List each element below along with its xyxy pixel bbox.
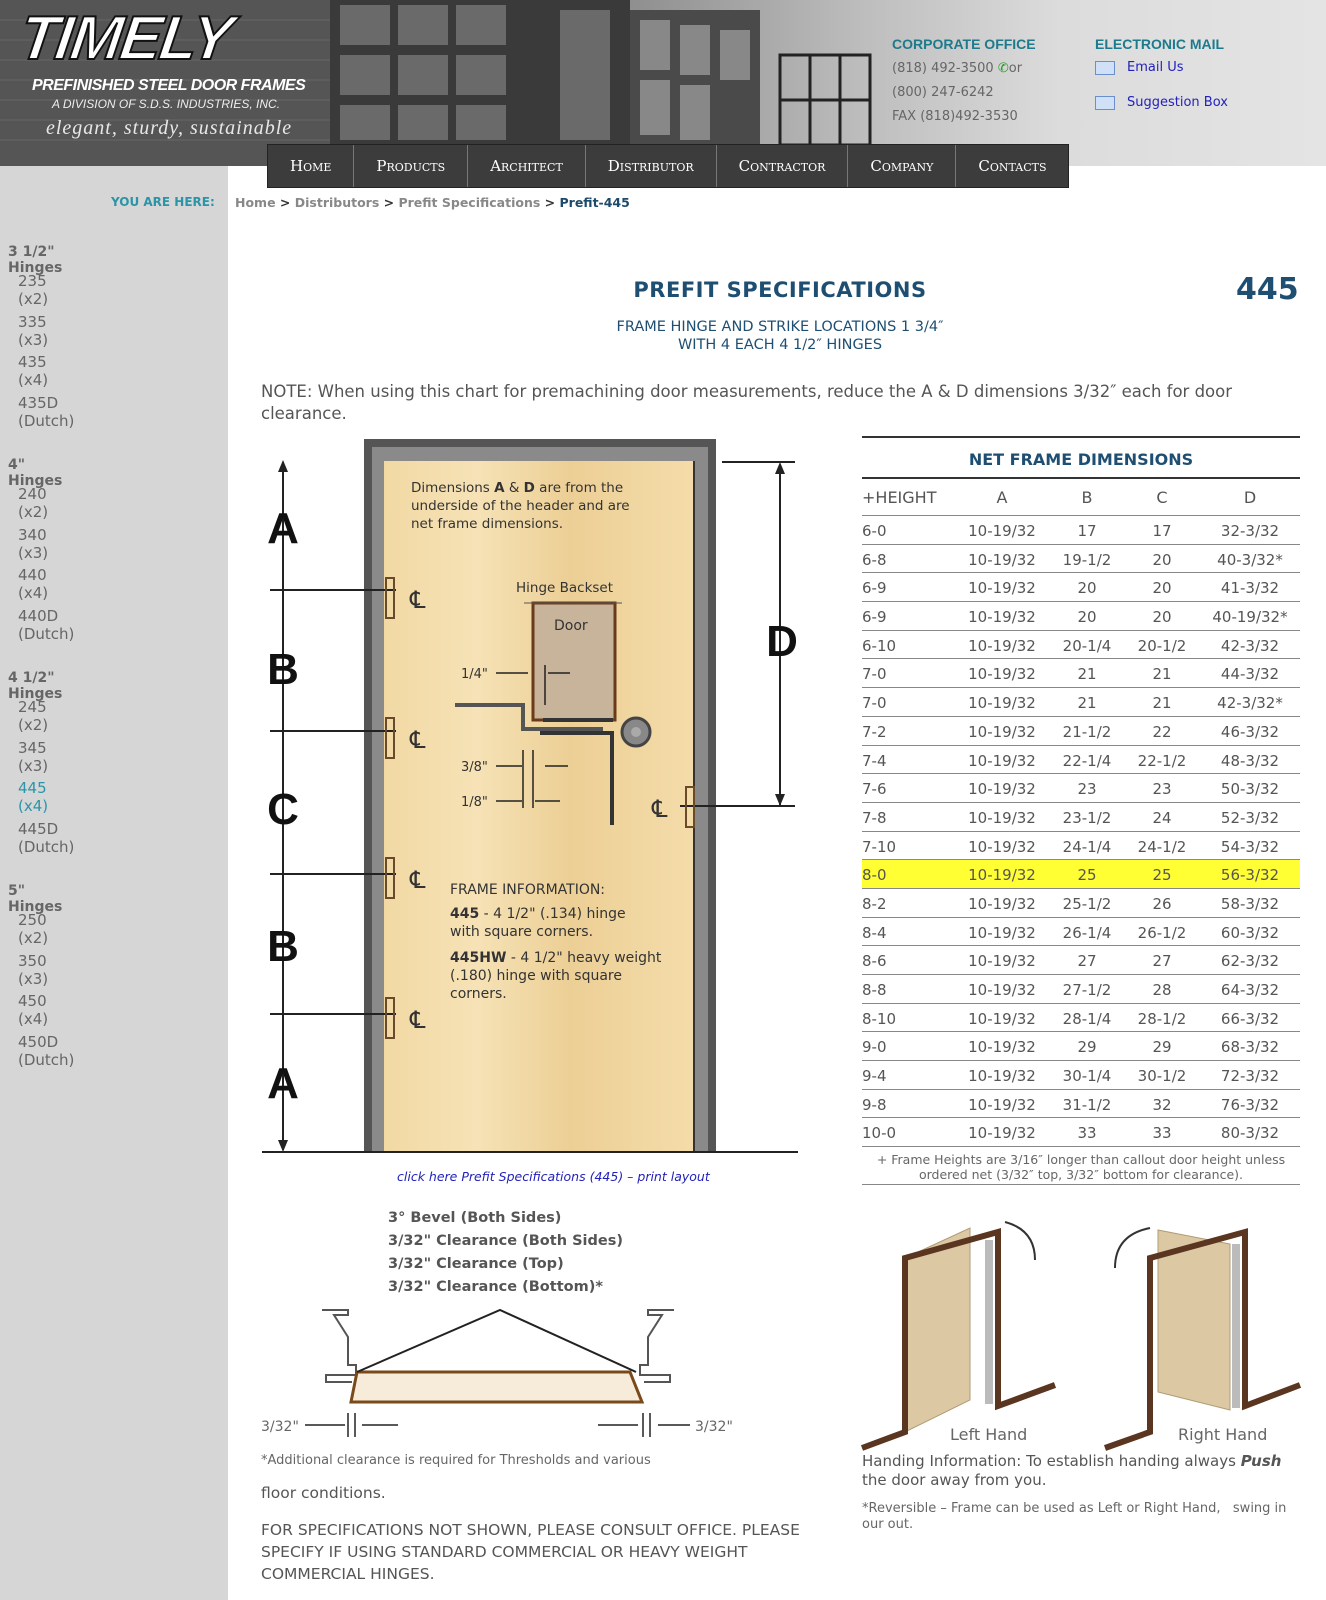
table-cell: 10-19/32: [968, 1124, 1036, 1143]
breadcrumb-sep: >: [275, 195, 295, 210]
table-cell: 10-19/32: [968, 808, 1036, 827]
fax: FAX (818)492-3530: [892, 109, 1018, 124]
table-cell: 8-6: [862, 952, 887, 971]
table-row: [862, 860, 1300, 889]
table-cell: 10-19/32: [968, 1095, 1036, 1114]
table-cell: 10-19/32: [968, 522, 1036, 540]
model-number: 445: [1236, 272, 1299, 307]
nav-contractor[interactable]: Contractor: [717, 145, 849, 187]
sidebar-item[interactable]: 440 (x4): [18, 566, 49, 602]
table-cell: 64-3/32: [1220, 981, 1280, 999]
table-cell: 21: [1152, 694, 1172, 713]
table-body: [862, 516, 1300, 1147]
table-cell: 7-0: [862, 665, 887, 684]
table-row: [862, 946, 1300, 975]
table-cell: 44-3/32: [1220, 665, 1280, 684]
sidebar-item[interactable]: 235 (x2): [18, 272, 49, 308]
note: NOTE: When using this chart for premachining door measurements, reduce the A & D dimensions 3/32″ each for door clearance.: [261, 382, 1233, 423]
table-row: [862, 516, 1300, 545]
table-cell: 10-19/32: [968, 1038, 1036, 1057]
phone-icon: ✆: [997, 61, 1009, 76]
table-cell: 60-3/32: [1220, 923, 1280, 942]
table-cell: 8-10: [862, 1009, 897, 1028]
hinge-backset-label: Hinge Backset: [516, 580, 614, 596]
table-cell: 10-19/32: [968, 636, 1036, 655]
table-cell: 62-3/32: [1220, 952, 1280, 971]
corporate-office-heading: CORPORATE OFFICE: [892, 36, 1036, 52]
table-cell: 6-8: [862, 550, 887, 569]
dim-1-8: 1/8": [461, 795, 488, 810]
frame-info-heading: FRAME INFORMATION:: [450, 882, 606, 898]
table-cell: 25: [1077, 866, 1097, 885]
nav-company[interactable]: Company: [848, 145, 956, 187]
table-cell: 26: [1152, 894, 1172, 913]
or-text: or: [1008, 61, 1023, 76]
centerline-icon: ℄: [410, 1006, 426, 1034]
nav-products[interactable]: Products: [354, 145, 468, 187]
table-row: [862, 918, 1300, 947]
table-cell: 24: [1152, 808, 1172, 827]
breadcrumb-current: Prefit-445: [559, 195, 630, 210]
nav-home[interactable]: Home: [268, 145, 354, 187]
col-d: D: [1243, 488, 1257, 507]
table-cell: 10-19/32: [968, 694, 1036, 713]
tagline: elegant, sturdy, sustainable: [46, 117, 293, 139]
sidebar-item[interactable]: 450 (x4): [18, 992, 49, 1028]
table-cell: 30-1/4: [1062, 1067, 1112, 1086]
table-cell: 7-8: [862, 808, 887, 827]
table-cell: 20: [1077, 608, 1097, 627]
frame-info-445-line-2: with square corners.: [450, 924, 594, 940]
table-cell: 76-3/32: [1220, 1095, 1280, 1114]
table-cell: 66-3/32: [1220, 1009, 1280, 1028]
net-frame-dimensions-table: [862, 436, 1300, 1185]
bevel-right-dim: 3/32": [695, 1419, 733, 1435]
table-cell: 80-3/32: [1220, 1124, 1280, 1143]
table-footnote: + Frame Heights are 3/16″ longer than callout door height unless ordered net (3/32″ top, 3/32″ bottom for clearance).: [862, 1147, 1300, 1185]
subtitle-line-1: FRAME HINGE AND STRIKE LOCATIONS 1 3/4″: [616, 319, 944, 335]
handing-info-text-2: the door away from you.: [862, 1471, 1047, 1489]
col-height: +HEIGHT: [862, 488, 937, 507]
table-cell: 30-1/2: [1137, 1067, 1187, 1086]
dims-note-line-2: underside of the header and are: [411, 498, 630, 514]
right-hand-label: Right Hand: [1178, 1425, 1268, 1444]
table-row: [862, 717, 1300, 746]
table-cell: 6-10: [862, 636, 897, 655]
nav-distributor[interactable]: Distributor: [586, 145, 717, 187]
sidebar-heading: 4 1/2" Hinges: [8, 670, 63, 702]
table-cell: 17: [1152, 522, 1172, 540]
table-cell: 20: [1077, 579, 1097, 598]
nav-architect[interactable]: Architect: [468, 145, 586, 187]
table-cell: 10-19/32: [968, 866, 1036, 885]
table-row: [862, 975, 1300, 1004]
table-cell: 10-19/32: [968, 780, 1036, 799]
table-cell: 9-8: [862, 1095, 887, 1114]
electronic-mail-heading: ELECTRONIC MAIL: [1095, 36, 1225, 52]
bevel-left-dim: 3/32": [261, 1419, 299, 1435]
table-cell: 8-2: [862, 894, 887, 913]
table-cell: 21-1/2: [1062, 722, 1112, 741]
handing-info: [862, 1452, 1302, 1490]
table-cell: 8-8: [862, 981, 887, 999]
table-row: [862, 1004, 1300, 1033]
handing-info-text: Handing Information: To establish handing always: [862, 1452, 1241, 1470]
dim-3-8: 3/8": [461, 760, 488, 775]
table-cell: 10-19/32: [968, 608, 1036, 627]
table-cell: 28-1/2: [1137, 1009, 1187, 1028]
table-cell: 42-3/32*: [1217, 694, 1283, 713]
table-row: [862, 1090, 1300, 1119]
table-cell: 23-1/2: [1062, 808, 1112, 827]
dim-letter-a-top: A: [267, 504, 299, 553]
table-cell: 31-1/2: [1062, 1095, 1112, 1114]
bevel-diagram: [261, 1310, 733, 1437]
table-row: [862, 1061, 1300, 1090]
table-cell: 7-10: [862, 837, 897, 856]
dim-1-4: 1/4": [461, 667, 488, 682]
table-cell: 23: [1152, 780, 1172, 799]
print-layout-link[interactable]: click here Prefit Specifications (445) – print layout: [397, 1169, 710, 1184]
table-cell: 27: [1077, 952, 1097, 971]
centerline-icon: ℄: [410, 726, 426, 754]
suggestion-box-label: Suggestion Box: [1127, 95, 1228, 110]
table-cell: 10-19/32: [968, 751, 1036, 770]
table-cell: 22-1/2: [1137, 751, 1187, 770]
reversible-note: *Reversible – Frame can be used as Left or Right Hand, swing in our out.: [862, 1501, 1291, 1532]
table-cell: 50-3/32: [1220, 780, 1280, 799]
centerline-icon: ℄: [410, 866, 426, 894]
sidebar-heading: 5" Hinges: [8, 883, 63, 915]
table-cell: 10-19/32: [968, 894, 1036, 913]
door-panel: [384, 461, 694, 1151]
table-row: [862, 688, 1300, 717]
table-cell: 26-1/2: [1137, 923, 1187, 942]
centerline-icon: ℄: [652, 795, 668, 823]
table-cell: 27: [1152, 952, 1172, 971]
table-cell: 28-1/4: [1062, 1009, 1112, 1028]
table-cell: 6-9: [862, 608, 887, 627]
left-hand-door-image: [862, 1222, 1055, 1448]
table-cell: 19-1/2: [1062, 550, 1112, 569]
table-header-row: [862, 479, 1300, 516]
table-row: [862, 832, 1300, 861]
table-row: [862, 889, 1300, 918]
bevel-line-3: 3/32" Clearance (Top): [388, 1256, 564, 1272]
table-cell: 9-0: [862, 1038, 887, 1057]
breadcrumb-sep: >: [379, 195, 399, 210]
logo[interactable]: TIMELY: [15, 4, 236, 73]
table-cell: 23: [1077, 780, 1097, 799]
sidebar-item[interactable]: 450D (Dutch): [18, 1032, 75, 1069]
table-cell: 10-19/32: [968, 1009, 1036, 1028]
sidebar-item[interactable]: 335 (x3): [18, 312, 49, 349]
dims-note-line-3: net frame dimensions.: [411, 516, 564, 532]
table-cell: 6-9: [862, 579, 887, 598]
page-title: PREFIT SPECIFICATIONS: [633, 278, 927, 302]
final-note: FOR SPECIFICATIONS NOT SHOWN, PLEASE CONSULT OFFICE. PLEASE SPECIFY IF USING STANDARD COMMERCIAL OR HEAVY WEIGHT COMMERCIAL HINGES.: [261, 1521, 800, 1583]
table-cell: 8-0: [862, 866, 887, 885]
table-cell: 58-3/32: [1220, 894, 1280, 913]
table-cell: 54-3/32: [1220, 837, 1280, 856]
table-cell: 17: [1077, 522, 1097, 540]
table-cell: 46-3/32: [1220, 722, 1280, 741]
dim-letter-d: D: [766, 617, 798, 666]
table-cell: 8-4: [862, 923, 887, 942]
table-cell: 52-3/32: [1220, 808, 1280, 827]
email-us-label: Email Us: [1127, 60, 1184, 75]
frame-info-445hw-line-2: (.180) hinge with square: [450, 968, 622, 984]
dim-letter-a-bottom: A: [267, 1059, 299, 1108]
table-cell: 20-1/4: [1062, 636, 1112, 655]
col-c: C: [1156, 488, 1168, 507]
table-cell: 72-3/32: [1220, 1067, 1280, 1086]
table-cell: 22-1/4: [1062, 751, 1112, 770]
table-cell: 33: [1152, 1124, 1172, 1143]
sidebar-item[interactable]: 435 (x4): [18, 353, 49, 389]
table-cell: 41-3/32: [1220, 579, 1280, 598]
table-row: [862, 746, 1300, 775]
table-cell: 32: [1152, 1095, 1172, 1114]
table-cell: 21: [1077, 694, 1097, 713]
table-cell: 42-3/32: [1220, 636, 1280, 655]
table-cell: 10-19/32: [968, 722, 1036, 741]
sidebar-item[interactable]: 240 (x2): [18, 485, 49, 521]
table-row: [862, 774, 1300, 803]
table-cell: 33: [1077, 1124, 1097, 1143]
handing-push: Push: [1240, 1452, 1282, 1470]
col-a: A: [996, 488, 1008, 507]
logo-subtitle: PREFINISHED STEEL DOOR FRAMES: [32, 77, 306, 94]
table-row: [862, 545, 1300, 574]
breadcrumb-sep: >: [540, 195, 560, 210]
table-cell: 40-19/32*: [1212, 608, 1288, 627]
door-label: Door: [554, 618, 588, 634]
bevel-line-4: 3/32" Clearance (Bottom)*: [388, 1279, 603, 1295]
table-cell: 10-19/32: [968, 665, 1036, 684]
table-title: NET FRAME DIMENSIONS: [862, 438, 1300, 479]
frame-info-445: 445 - 4 1/2" (.134) hinge: [450, 906, 626, 922]
frame-info-445hw: 445HW - 4 1/2" heavy weight: [450, 950, 662, 966]
sidebar-item[interactable]: 440D (Dutch): [18, 606, 75, 643]
sidebar-item[interactable]: 345 (x3): [18, 738, 49, 775]
table-cell: 27-1/2: [1062, 981, 1112, 999]
bevel-footnote: *Additional clearance is required for Thresholds and various: [261, 1453, 651, 1468]
table-row: [862, 573, 1300, 602]
table-cell: 25-1/2: [1062, 894, 1112, 913]
table-cell: 48-3/32: [1220, 751, 1280, 770]
bevel-footnote-2: floor conditions.: [261, 1484, 386, 1502]
sidebar-item[interactable]: 340 (x3): [18, 525, 49, 562]
table-cell: 7-4: [862, 751, 887, 770]
table-cell: 20-1/2: [1137, 636, 1187, 655]
table-row: [862, 602, 1300, 631]
logo-division: A DIVISION OF S.D.S. INDUSTRIES, INC.: [52, 97, 281, 111]
phone-1-number: (818) 492-3500: [892, 61, 994, 76]
bevel-line-1: 3° Bevel (Both Sides): [388, 1210, 562, 1226]
table-cell: 9-4: [862, 1067, 887, 1086]
table-cell: 25: [1152, 866, 1172, 885]
right-hand-door-image: [1105, 1228, 1300, 1448]
table-cell: 10-19/32: [968, 550, 1036, 569]
table-cell: 20: [1152, 608, 1172, 627]
table-cell: 10-19/32: [968, 952, 1036, 971]
breadcrumb-distributors[interactable]: Distributors: [294, 195, 380, 210]
table-cell: 68-3/32: [1220, 1038, 1280, 1057]
left-hand-label: Left Hand: [950, 1425, 1028, 1444]
table-cell: 10-19/32: [968, 923, 1036, 942]
subtitle-line-2: WITH 4 EACH 4 1/2″ HINGES: [677, 337, 883, 353]
sidebar-item[interactable]: 445D (Dutch): [18, 819, 75, 856]
sidebar-heading: 4" Hinges: [8, 457, 63, 489]
sidebar-item[interactable]: 445 (x4): [18, 779, 49, 815]
table-cell: 24-1/2: [1137, 837, 1187, 856]
table-cell: 32-3/32: [1220, 522, 1280, 540]
table-cell: 24-1/4: [1062, 837, 1112, 856]
table-cell: 28: [1152, 981, 1172, 999]
table-cell: 20: [1152, 579, 1172, 598]
sidebar-item[interactable]: 435D (Dutch): [18, 393, 75, 430]
table-cell: 7-2: [862, 722, 887, 741]
table-cell: 20: [1152, 550, 1172, 569]
phone-2: (800) 247-6242: [892, 85, 994, 100]
breadcrumb-home[interactable]: Home: [235, 195, 276, 210]
table-cell: 26-1/4: [1062, 923, 1112, 942]
table-cell: 10-19/32: [968, 837, 1036, 856]
centerline-icon: ℄: [410, 586, 426, 614]
table-cell: 7-6: [862, 780, 887, 799]
dims-note-line-1: Dimensions A & D are from the: [411, 480, 624, 496]
table-cell: 10-19/32: [968, 1067, 1036, 1086]
sidebar-item[interactable]: 250 (x2): [18, 911, 49, 947]
table-cell: 22: [1152, 722, 1172, 741]
table-row: [862, 1032, 1300, 1061]
table-cell: 10-0: [862, 1124, 897, 1143]
sidebar-item[interactable]: 350 (x3): [18, 951, 49, 988]
table-cell: 21: [1152, 665, 1172, 684]
dim-letter-b-top: B: [267, 645, 299, 694]
table-row: [862, 631, 1300, 660]
table-cell: 21: [1077, 665, 1097, 684]
sidebar-heading: 3 1/2" Hinges: [8, 244, 63, 276]
breadcrumb-label: YOU ARE HERE:: [111, 195, 215, 209]
table-cell: 56-3/32: [1220, 866, 1280, 885]
breadcrumb-prefit-specifications[interactable]: Prefit Specifications: [398, 195, 541, 210]
col-b: B: [1081, 488, 1093, 507]
sidebar-item[interactable]: 245 (x2): [18, 698, 49, 734]
table-cell: 29: [1077, 1038, 1097, 1057]
dim-letter-c: C: [267, 785, 299, 834]
bevel-line-2: 3/32" Clearance (Both Sides): [388, 1233, 623, 1249]
table-row: [862, 1118, 1300, 1147]
table-cell: 7-0: [862, 694, 887, 713]
frame-info-445hw-line-3: corners.: [450, 986, 507, 1002]
table-cell: 29: [1152, 1038, 1172, 1057]
dim-letter-b-bottom: B: [267, 922, 299, 971]
table-cell: 10-19/32: [968, 579, 1036, 598]
table-row: [862, 659, 1300, 688]
table-row: [862, 803, 1300, 832]
table-cell: 10-19/32: [968, 981, 1036, 999]
table-cell: 40-3/32*: [1217, 550, 1283, 569]
nav-contacts[interactable]: Contacts: [978, 157, 1047, 175]
table-cell: 6-0: [862, 522, 887, 540]
